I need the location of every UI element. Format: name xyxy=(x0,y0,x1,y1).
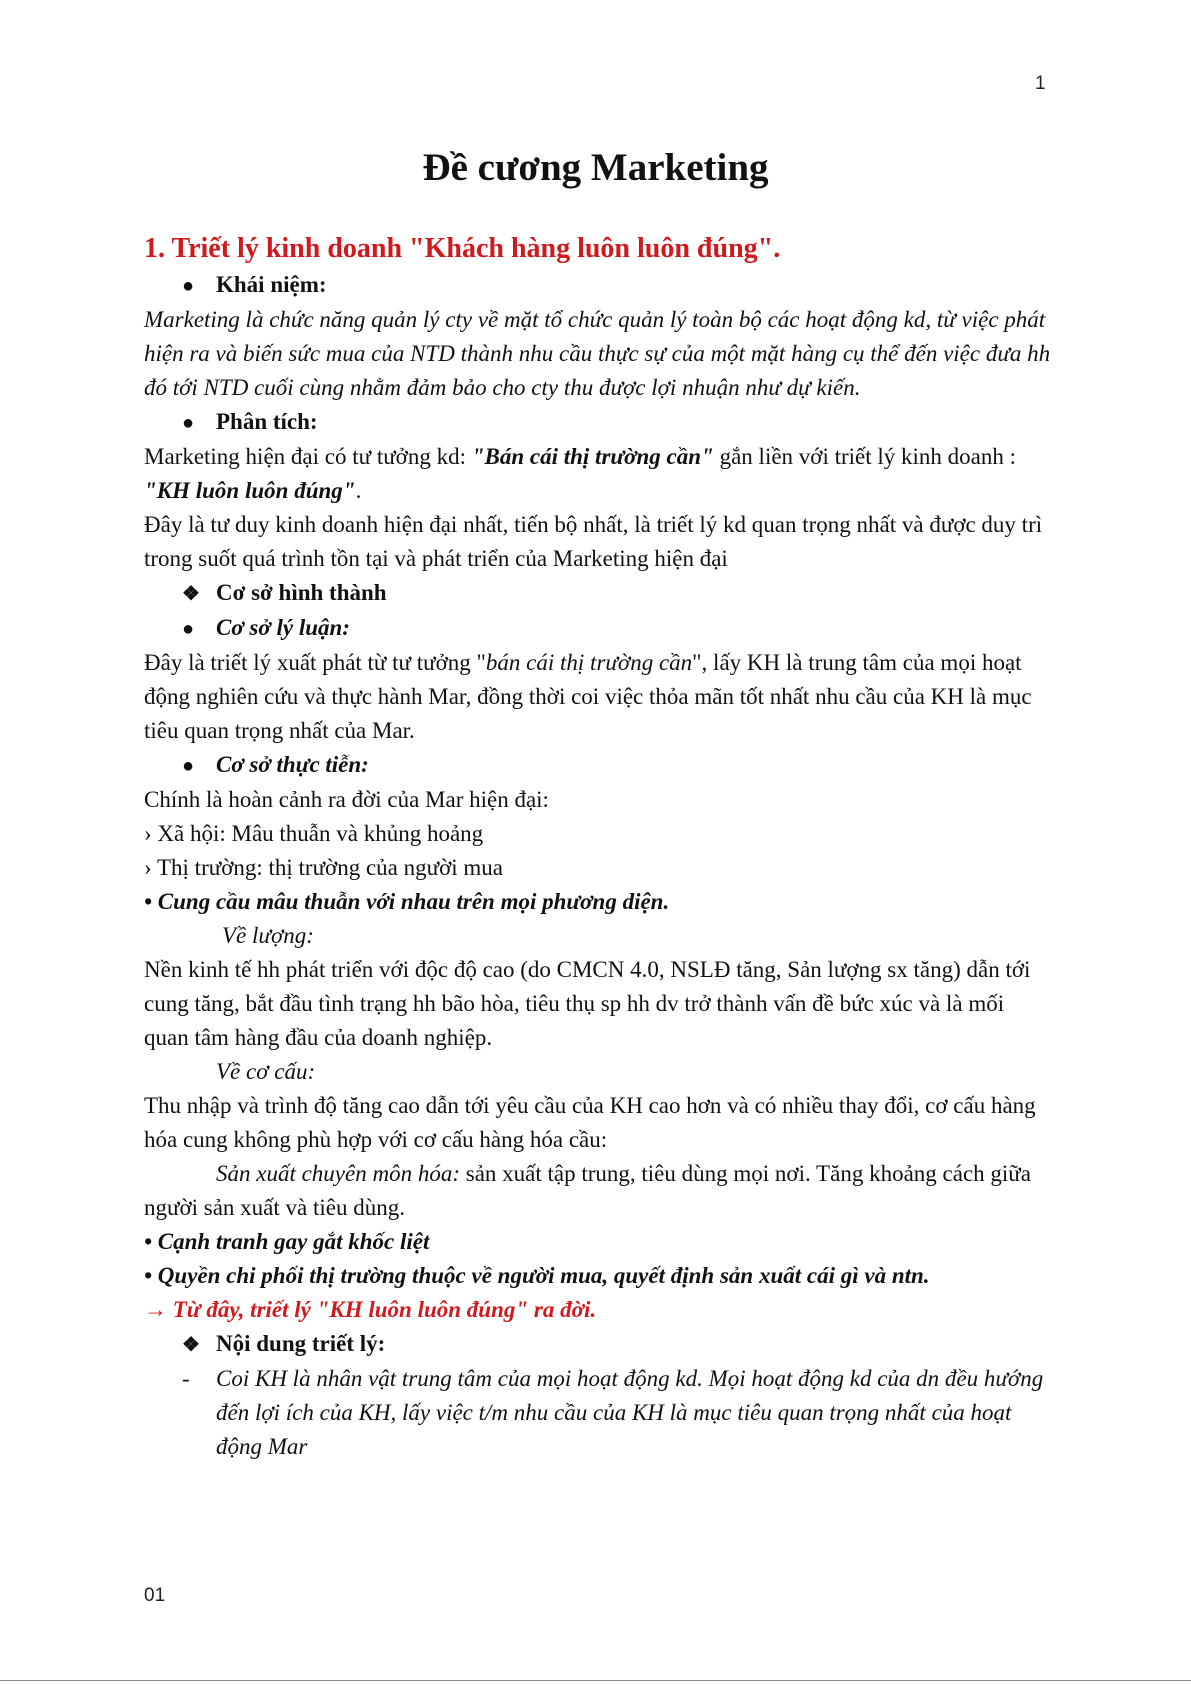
bullet-co-so-hinh-thanh xyxy=(144,576,1054,611)
bullet-dot-icon: ● xyxy=(182,618,195,640)
bullet-dot-icon: ● xyxy=(182,755,195,777)
noi-dung-label: Nội dung triết lý: xyxy=(216,1331,386,1356)
ve-luong-text: Nền kinh tế hh phát triển với độc độ cao (do CMCN 4.0, NSLĐ tăng, Sản lượng sx tăng) dẫn tới cung tăng, bắt đầu tình trạng hh bão hòa, tiêu thụ sp hh dv trở thành vấn đề bức xúc và là mối quan tâm hàng đầu của doanh nghiệp. xyxy=(144,957,1031,1050)
noi-dung-item xyxy=(144,1362,1054,1464)
emphasis-run: "KH luôn luôn đúng" xyxy=(144,478,356,503)
ve-co-cau-label: Về cơ cấu: xyxy=(216,1059,316,1084)
page-number-bottom: 01 xyxy=(144,1585,166,1606)
khai-niem-label: Khái niệm: xyxy=(216,272,327,297)
bullet-dot-icon: ● xyxy=(182,412,195,434)
diamond-bullet-icon: ❖ xyxy=(182,583,200,605)
ve-co-cau-text: Thu nhập và trình độ tăng cao dẫn tới yêu cầu của KH cao hơn và có nhiều thay đổi, cơ cấu hàng hóa cung không phù hợp với cơ cấu hàng hóa cầu: xyxy=(144,1093,1036,1152)
text-run: sản xuất tập trung, tiêu dùng mọi nơi. Tăng khoảng cách giữa người sản xuất và tiêu dùng. xyxy=(144,1161,1031,1220)
conclusion-line: → Từ đây, triết lý "KH luôn luôn đúng" ra đời. xyxy=(144,1297,597,1322)
text-run: . xyxy=(355,478,362,503)
phan-tich-paragraph-2: Đây là tư duy kinh doanh hiện đại nhất, tiến bộ nhất, là triết lý kd quan trọng nhất và được duy trì trong suốt quá trình tồn tại và phát triển của Marketing hiện đại xyxy=(144,512,1043,571)
ve-luong-label: Về lượng: xyxy=(222,923,314,948)
point-canh-tranh: • Cạnh tranh gay gắt khốc liệt xyxy=(144,1229,430,1254)
bullet-co-so-ly-luan xyxy=(144,611,1054,646)
emphasis-run: "Bán cái thị trường cần" xyxy=(471,444,714,469)
section-heading: 1. Triết lý kinh doanh "Khách hàng luôn luôn đúng". xyxy=(144,233,781,264)
khai-niem-text: Marketing là chức năng quản lý cty về mặt tổ chức quản lý toàn bộ các hoạt động kd, từ việc phát hiện ra và biến sức mua của NTD thành nhu cầu thực sự của một mặt hàng cụ thể đến việc đưa hh đó tới NTD cuối cùng nhằm đảm bảo cho cty thu được lợi nhuận như dự kiến. xyxy=(144,307,1051,400)
phan-tich-paragraph-1 xyxy=(144,440,1054,508)
san-xuat-paragraph xyxy=(144,1157,1054,1225)
text-run: gắn liền với triết lý kinh doanh : xyxy=(713,444,1017,469)
thuc-tien-item-xa-hoi: › Xã hội: Mâu thuẫn và khủng hoảng xyxy=(144,821,484,846)
diamond-bullet-icon: ❖ xyxy=(182,1334,200,1356)
point-quyen-chi-phoi: • Quyền chi phối thị trường thuộc về người mua, quyết định sản xuất cái gì và ntn. xyxy=(144,1263,930,1288)
dash-bullet-icon: - xyxy=(182,1366,190,1391)
bullet-co-so-thuc-tien xyxy=(144,748,1054,783)
bullet-dot-icon: ● xyxy=(182,275,195,297)
bullet-khai-niem xyxy=(144,268,1054,303)
thuc-tien-intro: Chính là hoàn cảnh ra đời của Mar hiện đại: xyxy=(144,787,549,812)
page-title: Đề cương Marketing xyxy=(422,146,769,189)
co-so-hinh-thanh-label: Cơ sở hình thành xyxy=(216,580,387,605)
bullet-noi-dung xyxy=(144,1327,1054,1362)
text-run: Coi KH là nhân vật trung tâm của mọi hoạt động kd. Mọi hoạt động kd của dn đều hướng đến lợi ích của KH, lấy việc t/m nhu cầu của KH là mục tiêu quan trọng nhất của hoạt động Mar xyxy=(216,1366,1044,1459)
page-number-top: 1 xyxy=(1035,73,1046,94)
text-run: Đây là triết lý xuất phát từ tư tưởng " xyxy=(144,650,486,675)
italic-run: Sản xuất chuyên môn hóa: xyxy=(216,1161,460,1186)
phan-tich-label: Phân tích: xyxy=(216,409,318,434)
co-so-thuc-tien-label: Cơ sở thực tiễn: xyxy=(216,752,369,777)
document-body xyxy=(144,230,1054,1464)
co-so-ly-luan-text xyxy=(144,646,1054,748)
co-so-ly-luan-label: Cơ sở lý luận: xyxy=(216,615,350,640)
italic-run: bán cái thị trường cần xyxy=(485,650,693,675)
text-run: Marketing hiện đại có tư tưởng kd: xyxy=(144,444,472,469)
bullet-phan-tich xyxy=(144,405,1054,440)
point-cung-cau: • Cung cầu mâu thuẫn với nhau trên mọi phương diện. xyxy=(144,889,670,914)
page-divider xyxy=(0,1680,1191,1681)
text-run: ", lấy KH là trung tâm của mọi hoạt động nghiên cứu và thực hành Mar, đồng thời coi việc thỏa mãn tốt nhất nhu cầu của KH là mục tiêu quan trọng nhất của Mar. xyxy=(144,650,1032,743)
thuc-tien-item-thi-truong: › Thị trường: thị trường của người mua xyxy=(144,855,503,880)
